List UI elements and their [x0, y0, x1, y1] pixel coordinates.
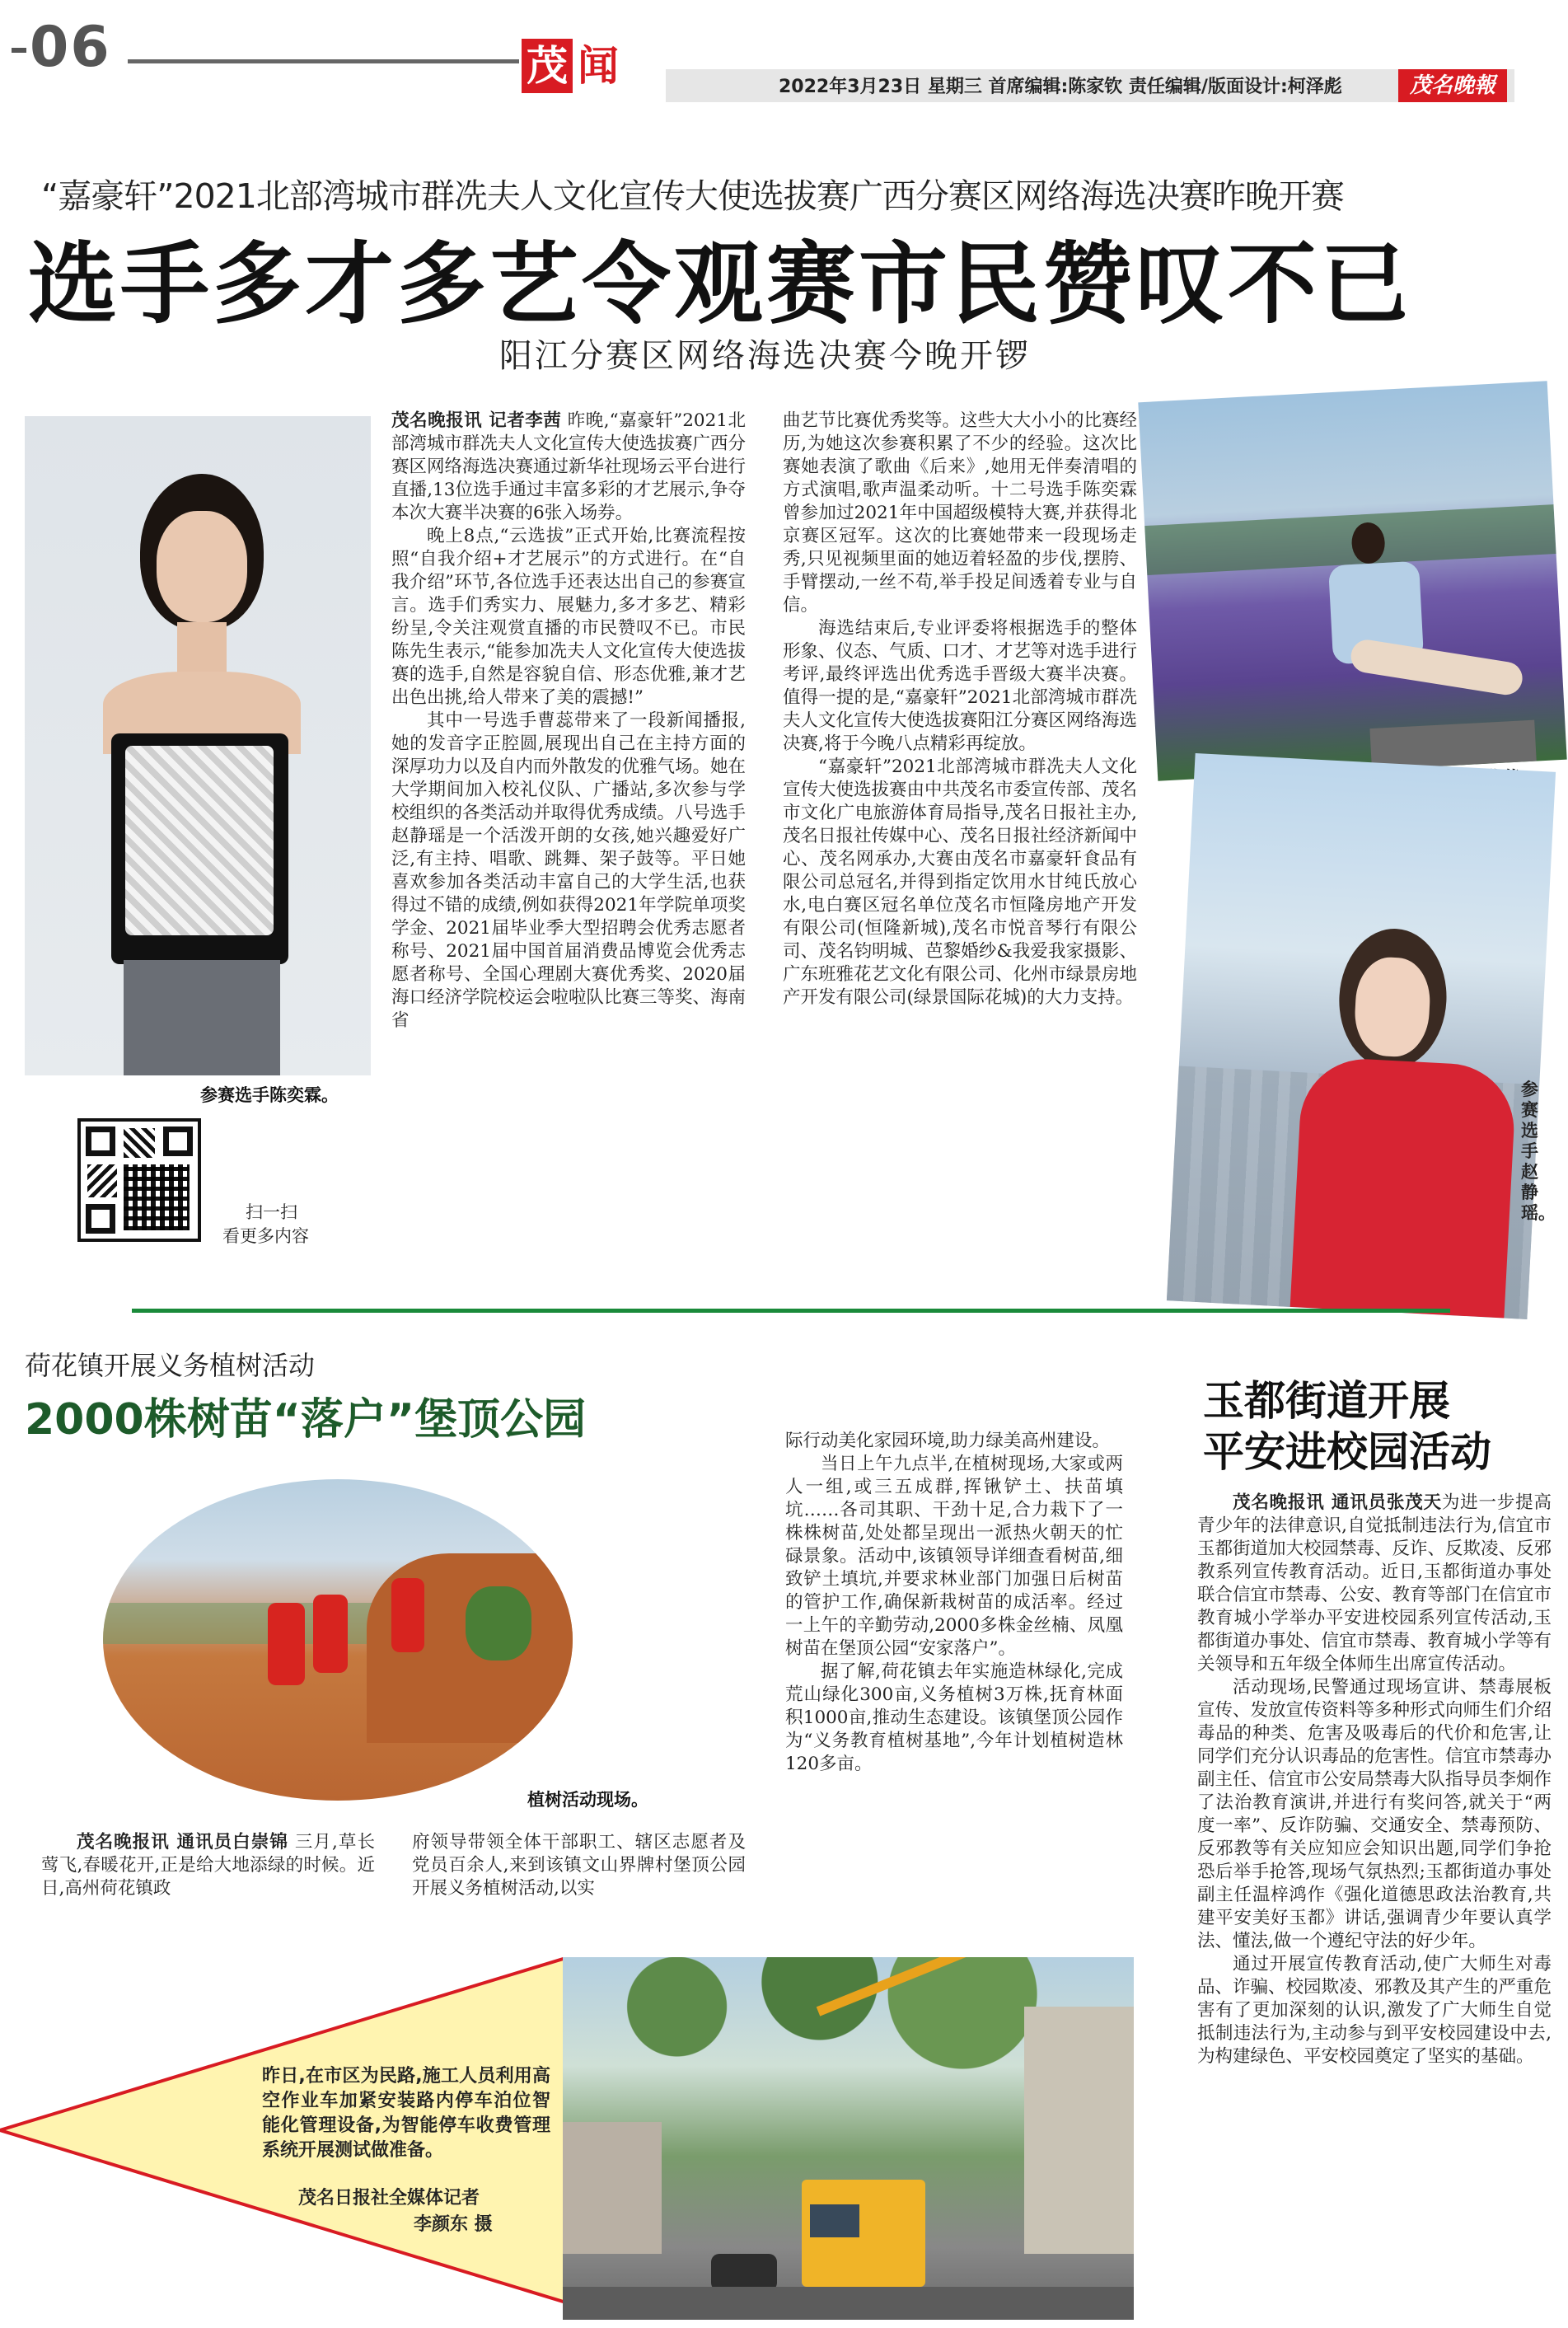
qr-code[interactable]: [77, 1118, 201, 1242]
story1-headline: 选手多才多艺令观赛市民赞叹不已: [28, 233, 1413, 336]
caption-left: 参赛选手陈奕霖。: [200, 1085, 339, 1105]
header-rule-left: [128, 59, 519, 63]
header-meta: 2022年3月23日 星期三 首席编辑:陈家钦 责任编辑/版面设计:柯泽彪: [779, 77, 1342, 97]
photo-news-credit-1: 茂名日报社全媒体记者: [298, 2188, 480, 2209]
page-number: 06: [12, 15, 111, 80]
section-divider: [132, 1309, 1450, 1313]
newspaper-logo: 茂名晚報: [1398, 69, 1507, 102]
story2-byline: 茂名晚报讯 通讯员白崇锦: [77, 1832, 288, 1853]
story1-column-2: 曲艺节比赛优秀奖等。这些大大小小的比赛经历,为她这次参赛积累了不少的经验。这次比赛她表演了歌曲《后来》,她用无伴奏清唱的方式演唱,歌声温柔动听。十二号选手陈奕霖曾参加过2021年中国超级模特大赛,并获得北京赛区冠军。这次的比赛她带来一段现场走秀,只见视频里面的她迈着轻盈的步伐,摆胯、手臂摆动,一丝不苟,举手投足间透着专业与自信。 海选结束后,专业评委将根据选手的整体形象、仪态、气质、口才、才艺等对选手进行考评,最终评选出优秀选手晋级大赛半决赛。值得一提的是,“嘉豪轩”2021北部湾城市群冼夫人文化宣传大使选拔赛阳江分赛区网络海选决赛,将于今晚八点精彩再绽放。 “嘉豪轩”2021北部湾城市群冼夫人文化宣传大使选拔赛由中共茂名市委宣传部、茂名市文化广电旅游体育局指导,茂名日报社主办,茂名日报社传媒中心、茂名日报社经济新闻中心、茂名网承办,大赛由茂名市嘉豪轩食品有限公司总冠名,并得到指定饮用水甘纯氏放心水,电白赛区冠名单位茂名市恒隆房地产开发有限公司(恒隆新城),茂名市悦音琴行有限公司、茂名钧明城、芭黎婚纱&我爱我家摄影、广东班雅花艺文化有限公司、化州市绿景房地产开发有限公司(绿景国际花城)的大力支持。: [783, 410, 1138, 1008]
photo-news-text: 昨日,在市区为民路,施工人员利用高空作业车加紧安装路内停车泊位智能化管理设备,为智能停车收费管理系统开展测试做准备。: [262, 2066, 550, 2161]
story3-headline-2: 平安进校园活动: [1203, 1428, 1491, 1476]
story1-subhead: 阳江分赛区网络海选决赛今晚开锣: [499, 337, 1031, 375]
photo-news-credit-2: 李颜东 摄: [414, 2214, 493, 2235]
story2-column-3: 际行动美化家园环境,助力绿美高州建设。 当日上午九点半,在植树现场,大家或两人一组,或三五成群,挥锹铲土、扶苗填坑……各司其职、干劲十足,合力栽下了一株株树苗,处处都呈现出一派热火朝天的忙碌景象。活动中,该镇领导详细查看树苗,细致铲土填坑,并要求林业部门加强日后树苗的管护工作,确保新栽树苗的成活率。经过一上午的辛勤劳动,2000多株金丝楠、凤凰树苗在堡顶公园“安家落户”。 据了解,荷花镇去年实施造林绿化,完成荒山绿化300亩,义务植树3万株,抚育林面积1000亩,推动生态建设。该镇堡顶公园作为“义务教育植树基地”,今年计划植树造林120多亩。: [785, 1431, 1123, 1774]
tree-photo-caption: 植树活动现场。: [527, 1790, 648, 1810]
story1-kicker: “嘉豪轩”2021北部湾城市群冼夫人文化宣传大使选拔赛广西分赛区网络海选决赛昨晚开赛: [41, 176, 1344, 216]
tree-planting-photo: [103, 1479, 573, 1801]
qr-caption-1: 扫一扫: [246, 1202, 297, 1222]
contestant-photo-left: [25, 416, 371, 1075]
contestant-photo-right-bottom: [1167, 753, 1556, 1319]
story2-column-2: 府领导带领全体干部职工、辖区志愿者及党员百余人,来到该镇文山界牌村堡顶公园开展义务植树活动,以实: [412, 1832, 746, 1899]
caption-right-vertical: 参赛选手赵静瑶。: [1521, 1080, 1556, 1223]
story2-column-1: 茂名晚报讯 通讯员白崇锦 三月,草长莺飞,春暖花开,正是给大地添绿的时候。近日,高州荷花镇政: [41, 1832, 375, 1899]
contestant-photo-right-top: [1138, 381, 1566, 780]
story2-headline: 2000株树苗“落户”堡顶公园: [25, 1395, 587, 1445]
qr-caption-2: 看更多内容: [222, 1226, 309, 1246]
section-name: 茂 闻: [522, 36, 624, 96]
story1-byline: 茂名晚报讯 记者李茜: [391, 410, 562, 431]
story2-kicker: 荷花镇开展义务植树活动: [25, 1350, 316, 1381]
story3-headline-1: 玉都街道开展: [1203, 1377, 1450, 1425]
story1-column-1: 茂名晚报讯 记者李茜 昨晚,“嘉豪轩”2021北部湾城市群冼夫人文化宣传大使选拔赛广西分赛区网络海选决赛通过新华社现场云平台进行直播,13位选手通过丰富多彩的才艺展示,争夺本次大赛半决赛的6张入场券。 晚上8点,“云选拔”正式开始,比赛流程按照“自我介绍+才艺展示”的方式进行。在“自我介绍”环节,各位选手还表达出自己的参赛宣言。选手们秀实力、展魅力,多才多艺、精彩纷呈,令关注观赏直播的市民赞叹不已。市民陈先生表示,“能参加冼夫人文化宣传大使选拔赛的选手,自然是容貌自信、形态优雅,兼才艺出色出挑,给人带来了美的震撼!” 其中一号选手曹蕊带来了一段新闻播报,她的发音字正腔圆,展现出自己在主持方面的深厚功力以及自内而外散发的优雅气场。她在大学期间加入校礼仪队、广播站,多次参与学校组织的各类活动并取得优秀成绩。八号选手赵静瑶是一个活泼开朗的女孩,她兴趣爱好广泛,有主持、唱歌、跳舞、架子鼓等。平日她喜欢参加各类活动丰富自己的大学生活,也获得过不错的成绩,例如获得2021年学院单项奖学金、2021届毕业季大型招聘会优秀志愿者称号、2021届中国首届消费品博览会优秀志愿者称号、全国心理剧大赛优秀奖、2020届海口经济学院校运会啦啦队比赛三等奖、海南省: [391, 410, 747, 1031]
street-work-photo: [563, 1957, 1134, 2320]
story3-byline: 茂名晚报讯 通讯员张茂天: [1233, 1492, 1442, 1513]
story3-body: 茂名晚报讯 通讯员张茂天为进一步提高青少年的法律意识,自觉抵制违法行为,信宜市玉都街道加大校园禁毒、反诈、反欺凌、反邪教系列宣传教育活动。近日,玉都街道办事处联合信宜市禁毒、公安、教育等部门在信宜市教育城小学举办平安进校园系列宣传活动,玉都街道办事处、信宜市禁毒、教育城小学等有关领导和五年级全体师生出席宣传活动。 活动现场,民警通过现场宣讲、禁毒展板宣传、发放宣传资料等多种形式向师生们介绍毒品的种类、危害及吸毒后的代价和危害,让同学们充分认识毒品的危害性。信宜市禁毒办副主任、信宜市公安局禁毒大队指导员李炯作了法治教育演讲,并进行有奖问答,就关于“两度一率”、反诈防骗、交通安全、禁毒预防、反邪教等有关应知应会知识出题,同学们争抢恐后举手抢答,现场气氛热烈;玉都街道办事处副主任温梓鸿作《强化道德思政法治教育,共建平安美好玉都》讲话,强调青少年要认真学法、懂法,做一个遵纪守法的好少年。 通过开展宣传教育活动,使广大师生对毒品、诈骗、校园欺凌、邪教及其产生的严重危害有了更加深刻的认识,激发了广大师生自觉抵制违法行为,主动参与到平安校园建设中去,为构建绿色、平安校园奠定了坚实的基础。: [1197, 1492, 1552, 2067]
